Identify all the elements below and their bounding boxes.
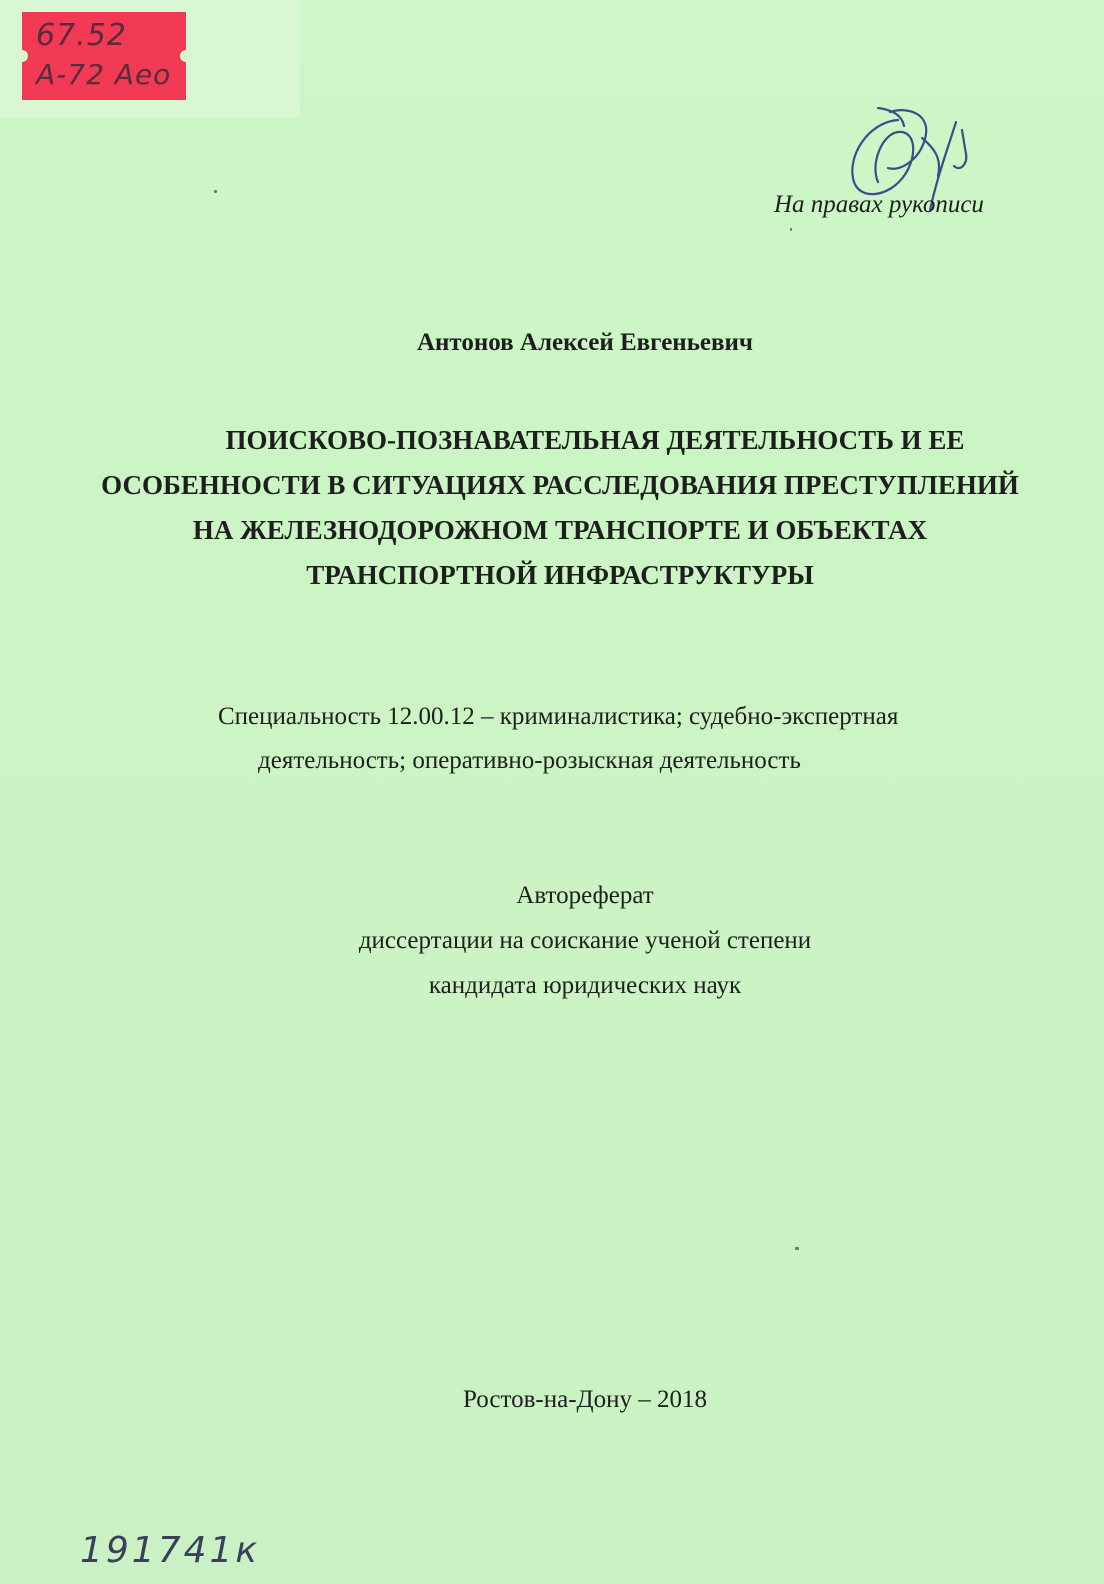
author-name: Антонов Алексей Евгеньевич (416, 329, 754, 356)
scan-speck (214, 190, 217, 193)
title-line: ПОИСКОВО-ПОЗНАВАТЕЛЬНАЯ ДЕЯТЕЛЬНОСТЬ И ЕЕ (225, 425, 965, 455)
scan-speck (795, 1247, 799, 1250)
abstract-line: диссертации на соискание ученой степени (358, 927, 812, 954)
title-line: ТРАНСПОРТНОЙ ИНФРАСТРУКТУРЫ (306, 560, 814, 590)
library-label (22, 12, 186, 100)
title-line: ОСОБЕННОСТИ В СИТУАЦИЯХ РАССЛЕДОВАНИЯ ПРЕСТУПЛЕНИЙ (101, 470, 1019, 500)
label-notch (16, 50, 28, 62)
abstract-line: кандидата юридических наук (428, 972, 742, 999)
title-line: НА ЖЕЛЕЗНОДОРОЖНОМ ТРАНСПОРТЕ И ОБЪЕКТАХ (192, 515, 928, 545)
rights-note: На правах рукописи (774, 191, 984, 218)
abstract-description (0, 873, 1104, 1008)
abstract-line: Автореферат (516, 882, 654, 909)
specialty-line: Специальность 12.00.12 – криминалистика; судебно-экспертная (218, 703, 899, 730)
specialty-line: деятельность; оперативно-розыскная деятельность (258, 747, 801, 774)
inventory-number: 191741к (80, 1530, 261, 1571)
dissertation-title (60, 418, 1060, 598)
city-year: Ростов-на-Дону – 2018 (463, 1386, 707, 1413)
scan-speck (790, 228, 792, 231)
label-author-mark: А-72 Аео (36, 58, 172, 91)
label-code: 67.52 (36, 18, 127, 53)
label-notch (180, 50, 192, 62)
